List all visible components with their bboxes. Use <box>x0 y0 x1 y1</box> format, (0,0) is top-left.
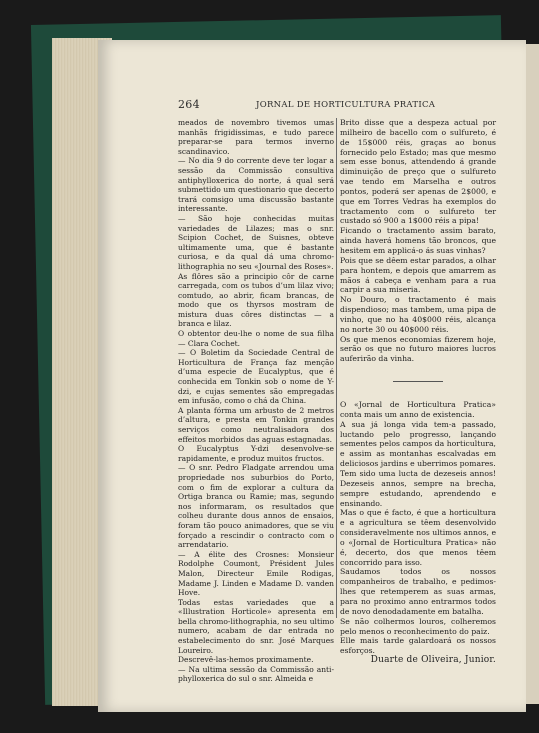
paragraph: No Douro, o tractamento é mais dispendioso; mas tambem, uma pipa de vinho, que no ha 40$000 réis, alcança no norte 30 ou 40$000 réis. <box>340 295 496 334</box>
paragraph: — A élite des Crosnes: Monsieur Rodolphe Coumont, Président Jules Malon, Directeur Emile Rodigas, Madame J. Linden e Madame D. vanden Hove. <box>178 549 334 598</box>
paragraph: Tem sido uma lucta de dezeseis annos! Dezeseis annos, sempre na brecha, sempre estudando, aprendendo e ensinando. <box>340 469 496 508</box>
journal-title: JORNAL DE HORTICULTURA PRATICA <box>256 100 436 110</box>
paragraph: Elle mais tarde galardoará os nossos esforços. <box>340 636 496 656</box>
right-column <box>340 118 496 666</box>
paragraph: Todas estas variedades que a «Illustration Horticole» apresenta em bella chromo-lithographia, no seu ultimo numero, acabam de dar entrada no estabelecimento do snr. José Marques Loureiro. <box>178 597 334 655</box>
paragraph: Saudamos todos os nossos companheiros de trabalho, e pedimos-lhes que retemperem as suas armas, para no proximo anno entrarmos todos de novo denodadamente em batalha. <box>340 567 496 616</box>
paragraph: Os que menos economias fizerem hoje, serão os que no futuro maiores lucros auferirão da vinha. <box>340 334 496 364</box>
left-column <box>178 118 334 684</box>
paragraph: meados de novembro tivemos umas manhãs frigidissimas, e tudo parece preparar-se para termos inverno scandinavico. <box>178 118 334 156</box>
paragraph: A sua já longa vida tem-a passado, luctando pelo progresso, lançando sementes pelos campos da horticultura, e assim as montanhas escalvadas em deliciosos jardins e uberrimos pomares. <box>340 419 496 469</box>
paragraph: O «Jornal de Horticultura Pratica» conta mais um anno de existencia. <box>340 400 496 419</box>
paragraph: — O Boletim da Sociedade Central de Horticultura de França faz menção d’uma especie de Eucalyptus, que é conhecida em Tonkin sob o nome de Y-dzi, e cujas sementes são empregadas em infusão, como o chá da China. <box>178 348 334 406</box>
paragraph: Brito disse que a despeza actual por milheiro de bacello com o sulfureto, é de 15$000 réis, graças ao bonus fornecido pelo Estado; mas que mesmo sem esse bonus, attendendo á grande diminuição de preço que o sulfureto vae tendo em Marselha e outros pontos, poderá ser apenas de 2$000, e que em Torres Vedras ha exemplos do tractamento com o sulfureto ter custado só 900 a 1$000 réis a pipa! <box>340 118 496 226</box>
paragraph: Ficando o tractamento assim barato, ainda haverá homens tão broncos, que hesitem em applicá-o ás suas vinhas? <box>340 226 496 255</box>
paragraph: A planta fórma um arbusto de 2 metros d’altura, e presta em Tonkin grandes serviços como neutralisadora dos effeitos morbidos das aguas estagnadas. <box>178 405 334 444</box>
paragraph: O obtentor deu-lhe o nome de sua filha — Clara Cochet. <box>178 329 334 348</box>
paragraph: — O snr. Pedro Fladgate arrendou uma propriedade nos suburbios do Porto, com o fim de explorar a cultura da Ortiga branca ou Ramie; mas, segundo nos informaram, os resultados que colheu durante dous annos de ensaios, foram tão pouco animadores, que se viu forçado a rescindir o contracto com o arrendatario. <box>178 463 334 550</box>
column-divider <box>336 118 337 618</box>
paragraph: O Eucalyptus Y-dzi desenvolve-se rapidamente, e produz muitos fructos. <box>178 444 334 463</box>
author-signature: Duarte de Oliveira, Junior. <box>370 655 496 666</box>
paragraph: Mas o que é facto, é que a horticultura e a agricultura se têem desenvolvido consideravelmente nos ultimos annos, e o «Jornal de Horticultura Pratica» não é, decerto, dos que menos têem concorrido para isso. <box>340 508 496 567</box>
paragraph: — Na ultima sessão da Commissão anti-phylloxerica do sul o snr. Almeida e <box>178 664 334 684</box>
paragraph: As flôres são a principio côr de carne carregada, com os tubos d’um lilaz vivo; comtudo, ao abrir, ficam brancas, de modo que os thyrsos mostram de mistura duas côres distinctas — a branca e lilaz. <box>178 271 334 329</box>
paragraph: Pois que se dêem estar parados, a olhar para hontem, e depois que amarrem as mãos á cabeça e venham para a rua carpir a sua miseria. <box>340 255 496 295</box>
paragraph: — São hoje conhecidas muitas variedades de Lilazes; mas o snr. Scipion Cochet, de Suisnes, obteve ultimamente uma, que é bastante curiosa, e da qual dá uma chromo-lithographia no seu «Journal des Roses». <box>178 213 334 271</box>
section-rule <box>393 381 443 382</box>
paragraph: Descrevê-las-hemos proximamente. <box>178 655 314 665</box>
paragraph: — No dia 9 do corrente deve ter logar a sessão da Commissão consultiva antiphylloxerica do norte, á qual será submettido um questionario que decerto trará comsigo uma discussão bastante interessante. <box>178 156 334 214</box>
page-number: 264 <box>178 98 200 111</box>
paragraph: Se não colhermos louros, colheremos pelo menos o reconhecimento do paiz. <box>340 616 496 636</box>
